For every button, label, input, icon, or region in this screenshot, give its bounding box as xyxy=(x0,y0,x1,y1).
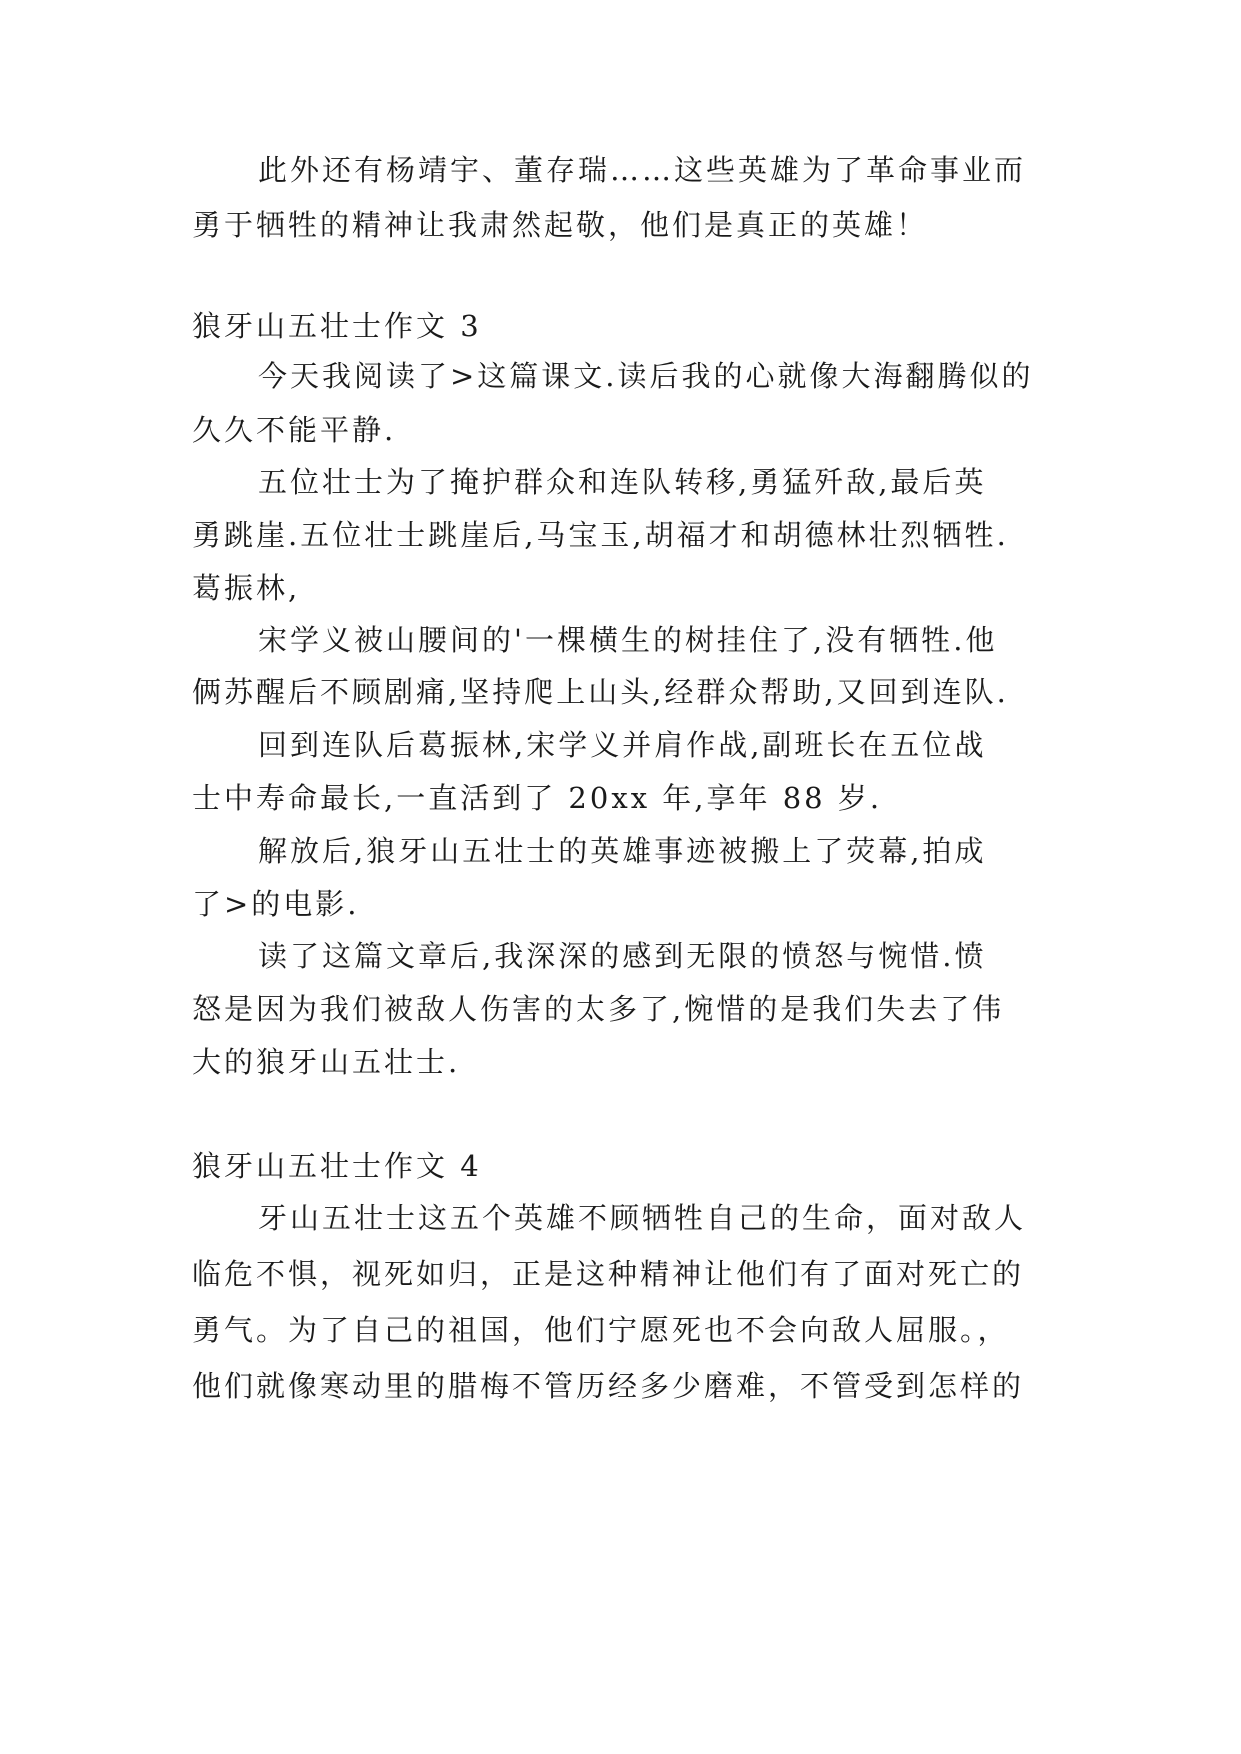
paragraph-line: 怒是因为我们被敌人伤害的太多了,惋惜的是我们失去了伟 xyxy=(192,992,1005,1026)
paragraph-line: 宋学义被山腰间的'一棵横生的树挂住了,没有牺牲.他 xyxy=(258,623,998,657)
paragraph-line: 五位壮士为了掩护群众和连队转移,勇猛歼敌,最后英 xyxy=(258,465,987,499)
section-heading: 狼牙山五壮士作文 3 xyxy=(192,309,482,343)
paragraph-line: 大的狼牙山五壮士. xyxy=(192,1045,461,1079)
paragraph-line: 临危不惧，视死如归，正是这种精神让他们有了面对死亡的 xyxy=(192,1257,1025,1291)
paragraph-line: 士中寿命最长,一直活到了 20xx 年,享年 88 岁. xyxy=(192,781,883,815)
paragraph-line: 解放后,狼牙山五壮士的英雄事迹被搬上了荧幕,拍成 xyxy=(258,834,987,868)
paragraph-line: 俩苏醒后不顾剧痛,坚持爬上山头,经群众帮助,又回到连队. xyxy=(192,675,1009,709)
paragraph-line: 他们就像寒动里的腊梅不管历经多少磨难，不管受到怎样的 xyxy=(192,1369,1025,1403)
paragraph-line: 牙山五壮士这五个英雄不顾牺牲自己的生命，面对敌人 xyxy=(258,1201,1027,1235)
paragraph-line: 葛振林, xyxy=(192,571,301,605)
paragraph-line: 回到连队后葛振林,宋学义并肩作战,副班长在五位战 xyxy=(258,728,987,762)
paragraph-line: 勇气。为了自己的祖国，他们宁愿死也不会向敌人屈服。， xyxy=(192,1313,1010,1347)
paragraph-line: 勇于牺牲的精神让我肃然起敬，他们是真正的英雄！ xyxy=(192,208,929,242)
paragraph-line: 久久不能平静. xyxy=(192,413,397,447)
paragraph-line: 了>的电影. xyxy=(192,887,360,921)
paragraph-line: 此外还有杨靖宇、董存瑞……这些英雄为了革命事业而 xyxy=(258,153,1027,187)
paragraph-line: 读了这篇文章后,我深深的感到无限的愤怒与惋惜.愤 xyxy=(258,939,987,973)
paragraph-line: 今天我阅读了>这篇课文.读后我的心就像大海翻腾似的 xyxy=(258,359,1034,393)
paragraph-line: 勇跳崖.五位壮士跳崖后,马宝玉,胡福才和胡德林壮烈牺牲. xyxy=(192,518,1009,552)
section-heading: 狼牙山五壮士作文 4 xyxy=(192,1149,482,1183)
